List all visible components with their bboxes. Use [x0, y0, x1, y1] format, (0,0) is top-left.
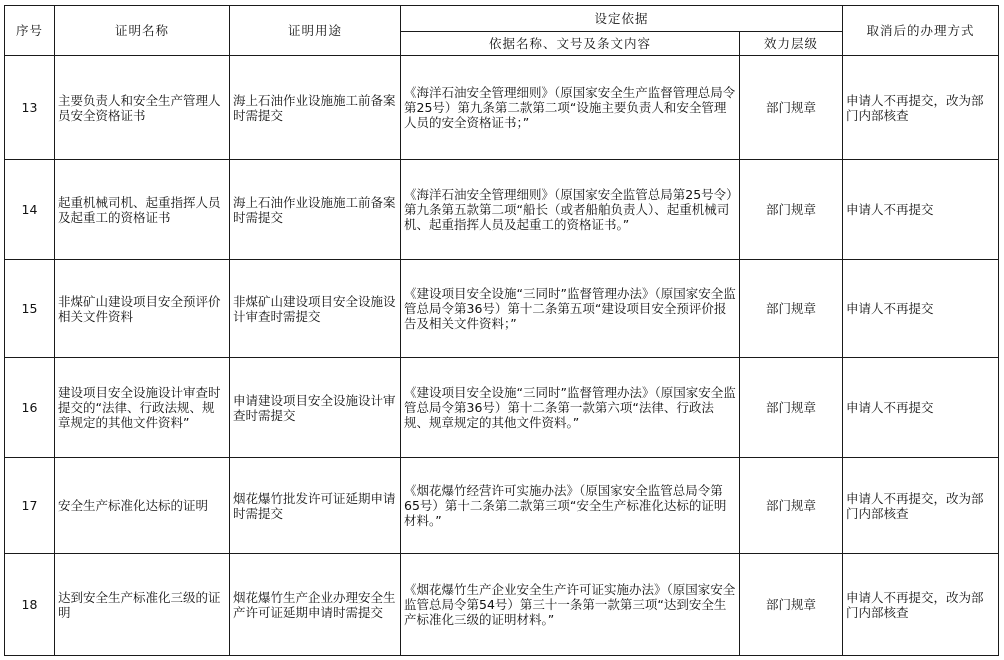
legal-basis: 《烟花爆竹生产企业安全生产许可证实施办法》（原国家安全监管总局令第54号）第三十一条第一款第三项“达到安全生产标准化三级的证明材料。”: [401, 554, 740, 656]
header-purpose: 证明用途: [230, 6, 401, 56]
handling-after-cancel: 申请人不再提交: [843, 260, 999, 358]
certificate-purpose: 海上石油作业设施施工前备案时需提交: [230, 160, 401, 260]
table-row: [5, 358, 999, 458]
table-row: [5, 160, 999, 260]
certificate-name: 非煤矿山建设项目安全预评价相关文件资料: [55, 260, 230, 358]
handling-after-cancel: 申请人不再提交，改为部门内部核查: [843, 56, 999, 160]
legal-basis: 《建设项目安全设施“三同时”监督管理办法》（原国家安全监管总局令第36号）第十二条第五项“建设项目安全预评价报告及相关文件资料；”: [401, 260, 740, 358]
certificate-table: [4, 5, 999, 656]
handling-after-cancel: 申请人不再提交: [843, 358, 999, 458]
handling-after-cancel: 申请人不再提交，改为部门内部核查: [843, 458, 999, 554]
certificate-name: 达到安全生产标准化三级的证明: [55, 554, 230, 656]
row-number: 17: [5, 458, 55, 554]
legal-basis: 《烟花爆竹经营许可实施办法》（原国家安全监管总局令第65号）第十二条第二款第三项“安全生产标准化达标的证明材料。”: [401, 458, 740, 554]
header-seq: 序号: [5, 6, 55, 56]
effect-level: 部门规章: [740, 56, 843, 160]
row-number: 15: [5, 260, 55, 358]
handling-after-cancel: 申请人不再提交，改为部门内部核查: [843, 554, 999, 656]
header-row: [5, 6, 999, 32]
certificate-purpose: 海上石油作业设施施工前备案时需提交: [230, 56, 401, 160]
certificate-name: 起重机械司机、起重指挥人员及起重工的资格证书: [55, 160, 230, 260]
certificate-name: 安全生产标准化达标的证明: [55, 458, 230, 554]
handling-after-cancel: 申请人不再提交: [843, 160, 999, 260]
header-basis-content: 依据名称、文号及条文内容: [401, 32, 740, 56]
row-number: 14: [5, 160, 55, 260]
table-row: [5, 458, 999, 554]
certificate-purpose: 申请建设项目安全设施设计审查时需提交: [230, 358, 401, 458]
certificate-purpose: 非煤矿山建设项目安全设施设计审查时需提交: [230, 260, 401, 358]
effect-level: 部门规章: [740, 160, 843, 260]
effect-level: 部门规章: [740, 358, 843, 458]
row-number: 18: [5, 554, 55, 656]
table-row: [5, 56, 999, 160]
certificate-name: 主要负责人和安全生产管理人员安全资格证书: [55, 56, 230, 160]
effect-level: 部门规章: [740, 458, 843, 554]
legal-basis: 《海洋石油安全管理细则》（原国家安全监管总局第25号令）第九条第五款第二项“船长（或者船舶负责人）、起重机械司机、起重指挥人员及起重工的资格证书。”: [401, 160, 740, 260]
table-row: [5, 260, 999, 358]
header-basis-group: 设定依据: [401, 6, 843, 32]
certificate-purpose: 烟花爆竹生产企业办理安全生产许可证延期申请时需提交: [230, 554, 401, 656]
legal-basis: 《海洋石油安全管理细则》（原国家安全生产监督管理总局令第25号）第九条第二款第二项“设施主要负责人和安全管理人员的安全资格证书；”: [401, 56, 740, 160]
header-after: 取消后的办理方式: [843, 6, 999, 56]
table-row: [5, 554, 999, 656]
certificate-name: 建设项目安全设施设计审查时提交的“法律、行政法规、规章规定的其他文件资料”: [55, 358, 230, 458]
legal-basis: 《建设项目安全设施“三同时”监督管理办法》（原国家安全监管总局令第36号）第十二条第一款第六项“法律、行政法规、规章规定的其他文件资料。”: [401, 358, 740, 458]
effect-level: 部门规章: [740, 554, 843, 656]
certificate-purpose: 烟花爆竹批发许可证延期申请时需提交: [230, 458, 401, 554]
row-number: 13: [5, 56, 55, 160]
header-name: 证明名称: [55, 6, 230, 56]
row-number: 16: [5, 358, 55, 458]
effect-level: 部门规章: [740, 260, 843, 358]
header-level: 效力层级: [740, 32, 843, 56]
